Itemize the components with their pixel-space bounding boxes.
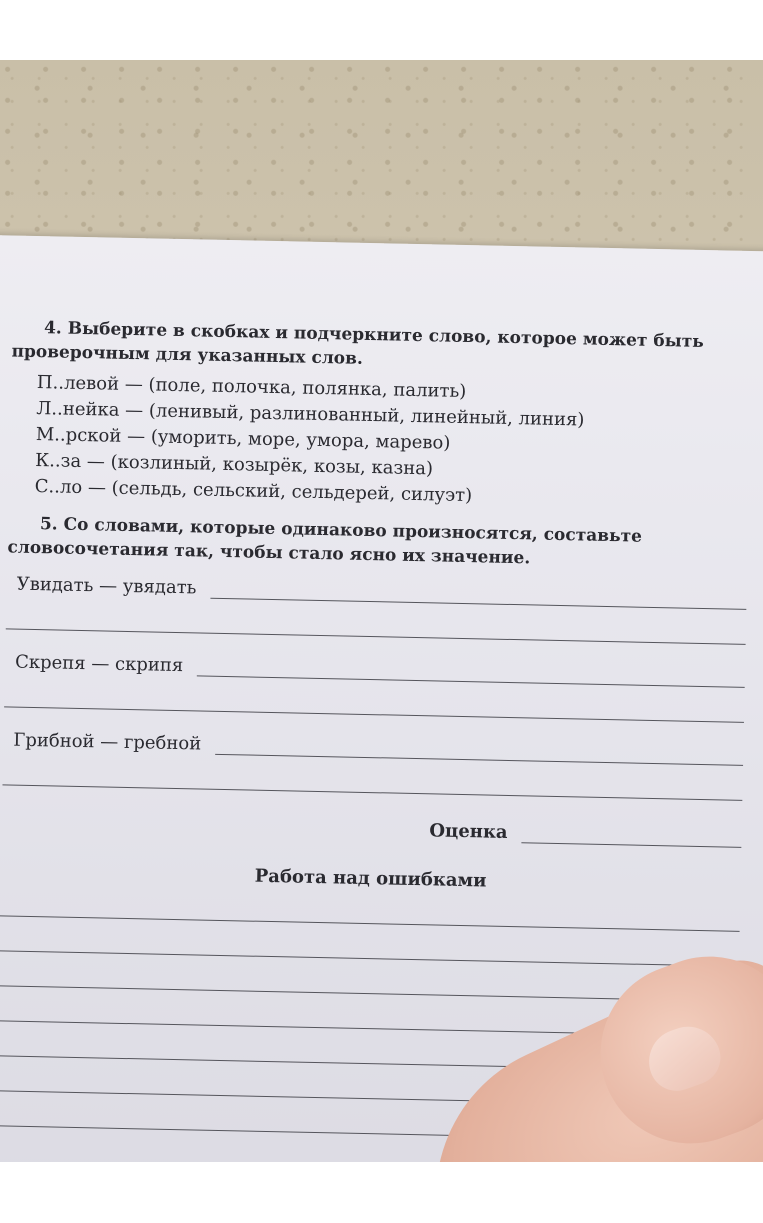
- task-4-line[interactable]: М..рской — (уморить, море, умора, марево): [35, 424, 451, 454]
- photo-background: [0, 60, 763, 1162]
- task-4-line[interactable]: К..за — (козлиный, козырёк, козы, казна): [35, 450, 434, 480]
- grade-label: Оценка: [429, 820, 508, 843]
- task-4-line[interactable]: Л..нейка — (ленивый, разлинованный, линейный, линия): [36, 398, 585, 431]
- countertop: [0, 60, 763, 250]
- pair-label: Скрепя — скрипя: [14, 651, 184, 677]
- task-4-word-list: [34, 370, 751, 515]
- task-4-line[interactable]: П..левой — (поле, полочка, полянка, палить): [36, 372, 467, 403]
- task-4-text: Выберите в скобках и подчеркните слово, которое может быть проверочным для указанных слов.: [11, 318, 705, 369]
- grade-line[interactable]: [521, 822, 741, 848]
- task-5-text: Со словами, которые одинаково произносятся, составьте словосочетания так, чтобы стало ясно их значение.: [7, 514, 643, 569]
- task-4-instruction: [11, 315, 752, 378]
- task-4-line[interactable]: С..ло — (сельдь, сельский, сельдерей, силуэт): [34, 475, 473, 507]
- errors-section-title: Работа над ошибками: [254, 865, 487, 892]
- pair-label: Увидать — увядать: [16, 573, 197, 599]
- pair-label: Грибной — гребной: [13, 729, 202, 755]
- task-5-number: 5.: [39, 514, 58, 535]
- grade-row: [1, 811, 741, 847]
- task-4-number: 4.: [43, 318, 63, 339]
- task-5-instruction: [7, 511, 748, 574]
